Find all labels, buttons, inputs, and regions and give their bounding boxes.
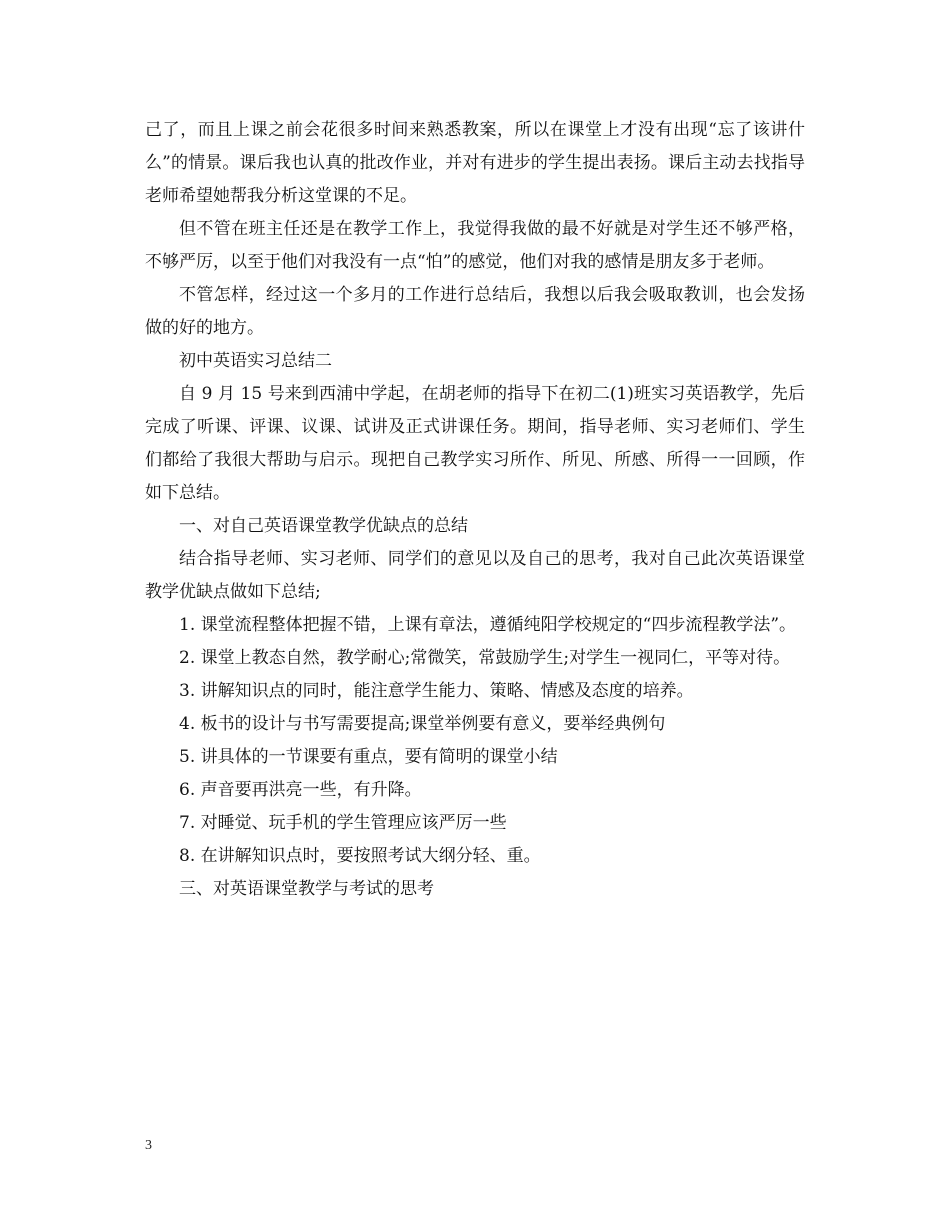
list-item-5: 5. 讲具体的一节课要有重点，要有简明的课堂小结 (179, 747, 558, 767)
paragraph-2: 但不管在班主任还是在教学工作上，我觉得我做的最不好就是对学生还不够严格，不够严厉，以至于他们对我没有一点“怕”的感觉，他们对我的感情是朋友多于老师。 (145, 219, 805, 272)
list-item-1: 1. 课堂流程整体把握不错，上课有章法，遵循纯阳学校规定的“四步流程教学法”。 (179, 615, 797, 635)
list-item-7: 7. 对睡觉、玩手机的学生管理应该严厉一些 (179, 813, 507, 833)
paragraph-5: 自 9 月 15 号来到西浦中学起，在胡老师的指导下在初二(1)班实习英语教学，先后完成了听课、评课、议课、试讲及正式讲课任务。期间，指导老师、实习老师们、学生们都给了我很大帮助与启示。现把自己教学实习所作、所见、所感、所得一一回顾，作如下总结。 (145, 384, 805, 503)
paragraph-7: 结合指导老师、实习老师、同学们的意见以及自己的思考，我对自己此次英语课堂教学优缺点做如下总结; (145, 549, 805, 602)
paragraph-3: 不管怎样，经过这一个多月的工作进行总结后，我想以后我会吸取教训，也会发扬做的好的地方。 (145, 285, 805, 338)
paragraph-1: 己了，而且上课之前会花很多时间来熟悉教案，所以在课堂上才没有出现“忘了该讲什么”的情景。课后我也认真的批改作业，并对有进步的学生提出表扬。课后主动去找指导老师希望她帮我分析这堂课的不足。 (145, 120, 805, 206)
list-item-8: 8. 在讲解知识点时，要按照考试大纲分轻、重。 (179, 846, 541, 866)
list-item-6: 6. 声音要再洪亮一些，有升降。 (179, 780, 422, 800)
section-heading-three: 三、对英语课堂教学与考试的思考 (179, 879, 434, 899)
page-number: 3 (145, 1138, 152, 1153)
document-body (145, 114, 805, 906)
list-item-2: 2. 课堂上教态自然，教学耐心;常微笑，常鼓励学生;对学生一视同仁，平等对待。 (179, 648, 791, 668)
list-item-4: 4. 板书的设计与书写需要提高;课堂举例要有意义，要举经典例句 (179, 714, 666, 734)
section-heading-one: 一、对自己英语课堂教学优缺点的总结 (179, 516, 468, 536)
section-title-summary-two: 初中英语实习总结二 (179, 351, 332, 371)
list-item-3: 3. 讲解知识点的同时，能注意学生能力、策略、情感及态度的培养。 (179, 681, 694, 701)
